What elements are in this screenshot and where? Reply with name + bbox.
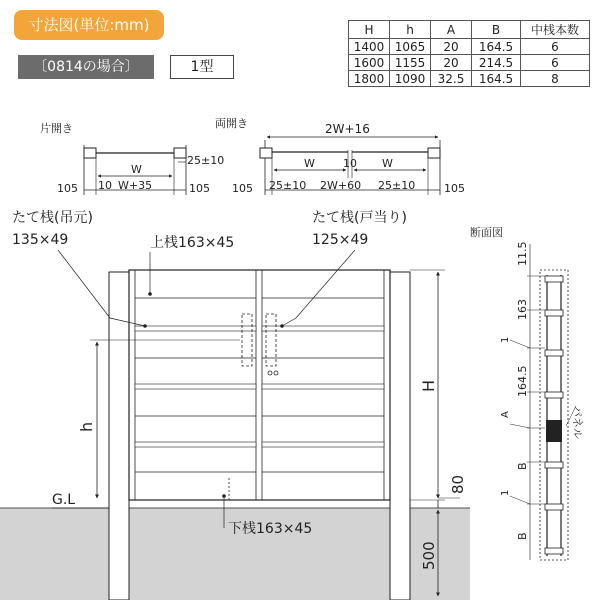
- panel-joint: [546, 420, 562, 442]
- double-ten: 10: [343, 157, 357, 170]
- dim-H: H: [419, 379, 438, 392]
- col-header: h: [390, 21, 431, 39]
- double-right-105: 105: [444, 182, 465, 195]
- right-post: [390, 272, 410, 600]
- post-left-label: たて桟(吊元): [12, 210, 93, 226]
- dim-80: 80: [449, 474, 467, 494]
- single-right-105: 105: [189, 182, 210, 195]
- single-door-plan: [40, 121, 224, 195]
- table-cell: 32.5: [431, 71, 472, 87]
- table-cell: 6: [521, 39, 590, 55]
- double-top-dim: 2W+16: [325, 122, 370, 136]
- col-header: A: [431, 21, 472, 39]
- double-mid: 2W+60: [320, 179, 362, 192]
- section-dim-1a: 1: [500, 336, 511, 343]
- case-label: 〔0814の場合〕: [18, 55, 154, 79]
- col-header: H: [349, 21, 390, 39]
- table-cell: 1090: [390, 71, 431, 87]
- post-right-size: 125×49: [312, 232, 369, 248]
- double-gap-right: 25±10: [378, 179, 416, 192]
- single-door-title: 片開き: [40, 122, 73, 135]
- dim-500: 500: [420, 541, 438, 570]
- table-cell: 214.5: [472, 55, 521, 71]
- section-dim-1b: 1: [500, 489, 511, 496]
- title-badge: 寸法図(単位:mm): [14, 10, 164, 40]
- double-w-right: W: [382, 157, 393, 170]
- table-cell: 1400: [349, 39, 390, 55]
- table-cell: 20: [431, 39, 472, 55]
- table-cell: 1800: [349, 71, 390, 87]
- table-cell: 1600: [349, 55, 390, 71]
- single-w: W: [131, 163, 142, 176]
- table-cell: 164.5: [472, 71, 521, 87]
- section-view: [470, 225, 584, 560]
- section-title: 断面図: [470, 226, 503, 239]
- single-gap: 25±10: [187, 154, 225, 167]
- double-door-plan: [215, 117, 465, 195]
- table-cell: 6: [521, 55, 590, 71]
- single-left-105: 105: [57, 182, 78, 195]
- table-cell: 1065: [390, 39, 431, 55]
- table-cell: 20: [431, 55, 472, 71]
- single-w35: W+35: [118, 179, 153, 192]
- section-dim-163: 163: [516, 299, 529, 320]
- gl-label: G.L: [52, 492, 76, 508]
- table-cell: 8: [521, 71, 590, 87]
- table-cell: 164.5: [472, 39, 521, 55]
- section-dim-115: 11.5: [516, 241, 529, 266]
- col-header: B: [472, 21, 521, 39]
- double-door-title: 両開き: [215, 117, 248, 130]
- section-dim-1645: 164.5: [516, 365, 529, 397]
- col-header: 中桟本数: [521, 21, 590, 39]
- table-cell: 1155: [390, 55, 431, 71]
- section-dim-A: A: [500, 411, 511, 418]
- double-left-105: 105: [232, 182, 253, 195]
- dim-h: h: [77, 421, 96, 432]
- top-rail-label: 上桟163×45: [150, 235, 235, 251]
- left-post: [109, 272, 129, 600]
- bottom-rail-label: 下桟163×45: [228, 521, 313, 537]
- type-label: 1型: [170, 55, 234, 79]
- single-ten: 10: [98, 179, 112, 192]
- post-left-size: 135×49: [12, 232, 69, 248]
- post-right-label: たて桟(戸当り): [312, 210, 407, 226]
- section-dim-Ba: B: [516, 462, 529, 470]
- section-dim-Bb: B: [516, 532, 529, 540]
- double-gap-left: 25±10: [269, 179, 307, 192]
- double-w-left: W: [304, 157, 315, 170]
- panel-label: パネル: [571, 406, 584, 439]
